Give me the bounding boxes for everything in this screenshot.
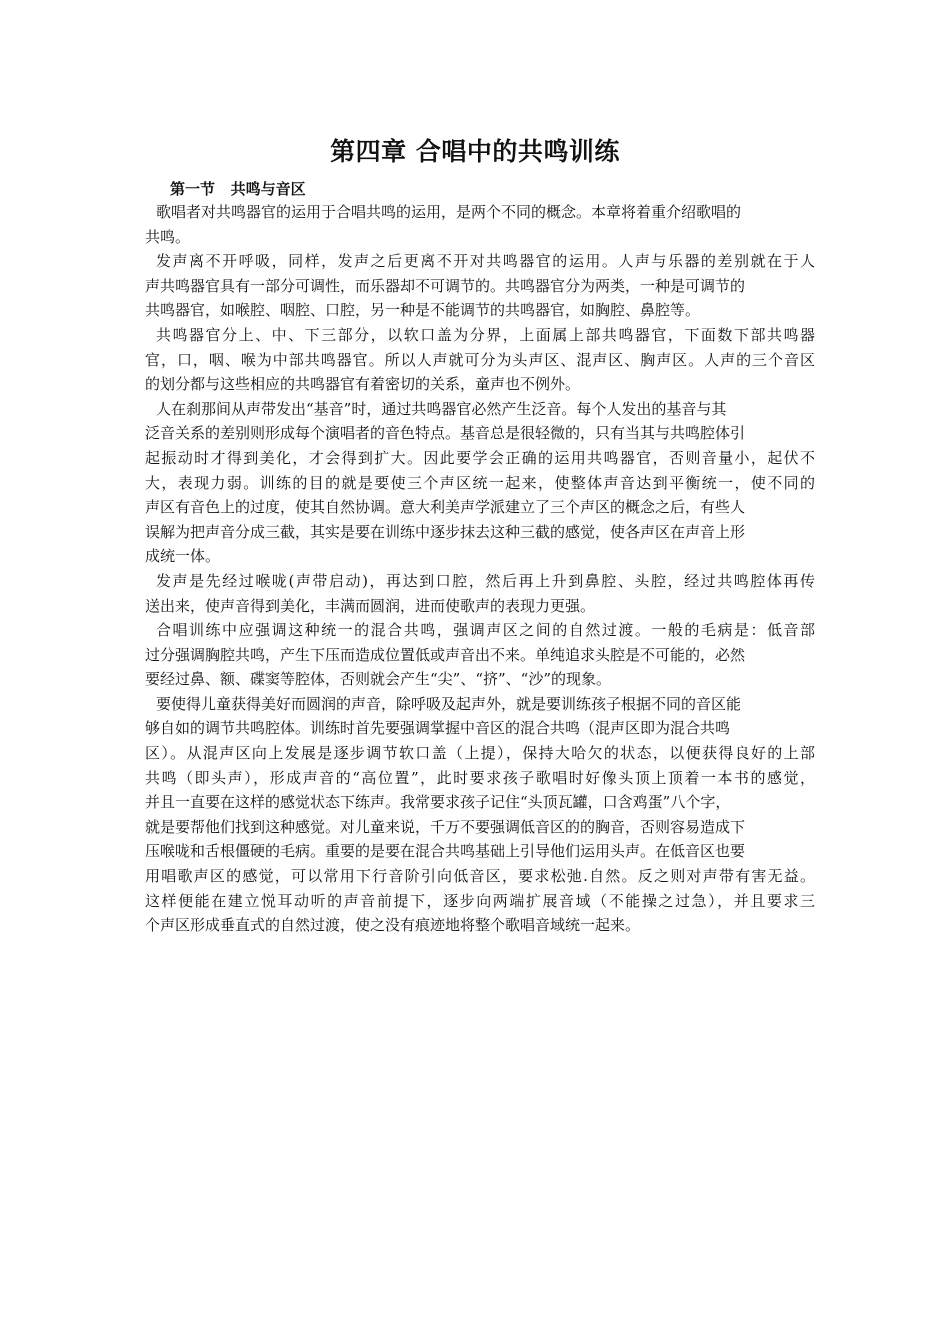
text-line: 这样便能在建立悦耳动听的声音前提下，逐步向两端扩展音域（不能操之过急），并且要求三 [145, 891, 817, 910]
text-line: 要使得儿童获得美好而圆润的声音，除呼吸及起声外，就是要训练孩子根据不同的音区能 [156, 694, 742, 713]
text-line: 声区有音色上的过度，使其自然协调。意大利美声学派建立了三个声区的概念之后，有些人 [145, 498, 746, 517]
text-line: 误解为把声音分成三截，其实是要在训练中逐步抹去这种三截的感觉，使各声区在声音上形 [145, 522, 746, 541]
text-line: 共鸣。 [145, 227, 191, 246]
text-line: 发声离不开呼吸，同样，发声之后更离不开对共鸣器官的运用。人声与乐器的差别就在于人 [156, 252, 817, 271]
text-line: 成统一体。 [145, 547, 221, 566]
section-title: 第一节 共鸣与音区 [170, 180, 306, 198]
text-line: 官，口，咽、喉为中部共鸣器官。所以人声就可分为头声区、混声区、胸声区。人声的三个音区 [145, 350, 816, 369]
text-line: 合唱训练中应强调这种统一的混合共鸣，强调声区之间的自然过渡。一般的毛病是：低音部 [156, 621, 817, 640]
text-line: 人在刹那间从声带发出“基音”时，通过共鸣器官必然产生泛音。每个人发出的基音与其 [156, 399, 727, 418]
text-line: 用唱歌声区的感觉，可以常用下行音阶引向低音区，要求松弛.自然。反之则对声带有害无益。 [145, 867, 817, 886]
text-line: 要经过鼻、额、碟窦等腔体，否则就会产生“尖”、“挤”、“沙”的现象。 [145, 670, 612, 689]
chapter-title: 第四章 合唱中的共鸣训练 [330, 137, 620, 166]
text-line: 声共鸣器官具有一部分可调性，而乐器却不可调节的。共鸣器官分为两类，一种是可调节的 [145, 276, 746, 295]
text-line: 够自如的调节共鸣腔体。训练时首先要强调掌握中音区的混合共鸣（混声区即为混合共鸣 [145, 719, 731, 738]
text-line: 共鸣（即头声），形成声音的“高位置”，此时要求孩子歌唱时好像头顶上顶着一本书的感觉， [145, 768, 817, 787]
text-line: 送出来，使声音得到美化，丰满而圆润，进而使歌声的表现力更强。 [145, 596, 596, 615]
text-line: 起振动时才得到美化，才会得到扩大。因此要学会正确的运用共鸣器官，否则音量小，起伏不 [145, 448, 817, 467]
text-line: 共鸣器官分上、中、下三部分，以软口盖为分界，上面属上部共鸣器官，下面数下部共鸣器 [156, 325, 817, 344]
text-line: 泛音关系的差别则形成每个演唱者的音色特点。基音总是很轻微的，只有当其与共鸣腔体引 [145, 424, 746, 443]
text-line: 的划分都与这些相应的共鸣器官有着密切的关系，童声也不例外。 [145, 375, 581, 394]
text-line: 区）。从混声区向上发展是逐步调节软口盖（上提），保持大哈欠的状态，以便获得良好的上部 [145, 744, 817, 763]
text-line: 压喉咙和舌根僵硬的毛病。重要的是要在混合共鸣基础上引导他们运用头声。在低音区也要 [145, 842, 746, 861]
text-line: 共鸣器官，如喉腔、咽腔、口腔，另一种是不能调节的共鸣器官，如胸腔、鼻腔等。 [145, 301, 701, 320]
text-line: 大，表现力弱。训练的目的就是要使三个声区统一起来，使整体声音达到平衡统一，使不同的 [145, 473, 817, 492]
text-line: 就是要帮他们找到这种感觉。对儿童来说，千万不要强调低音区的的胸音，否则容易造成下 [145, 817, 746, 836]
body-text [145, 200, 815, 938]
text-line: 发声是先经过喉咙(声带启动)，再达到口腔，然后再上升到鼻腔、头腔，经过共鸣腔体再传 [156, 571, 817, 590]
text-line: 并且一直要在这样的感觉状态下练声。我常要求孩子记住“头顶瓦罐，口含鸡蛋”八个字， [145, 793, 731, 812]
text-line: 个声区形成垂直式的自然过渡，使之没有痕迹地将整个歌唱音域统一起来。 [145, 916, 641, 935]
text-line: 歌唱者对共鸣器官的运用于合唱共鸣的运用，是两个不同的概念。本章将着重介绍歌唱的 [156, 203, 742, 221]
text-line: 过分强调胸腔共鸣，产生下压而造成位置低或声音出不来。单纯追求头腔是不可能的，必然 [145, 645, 746, 664]
